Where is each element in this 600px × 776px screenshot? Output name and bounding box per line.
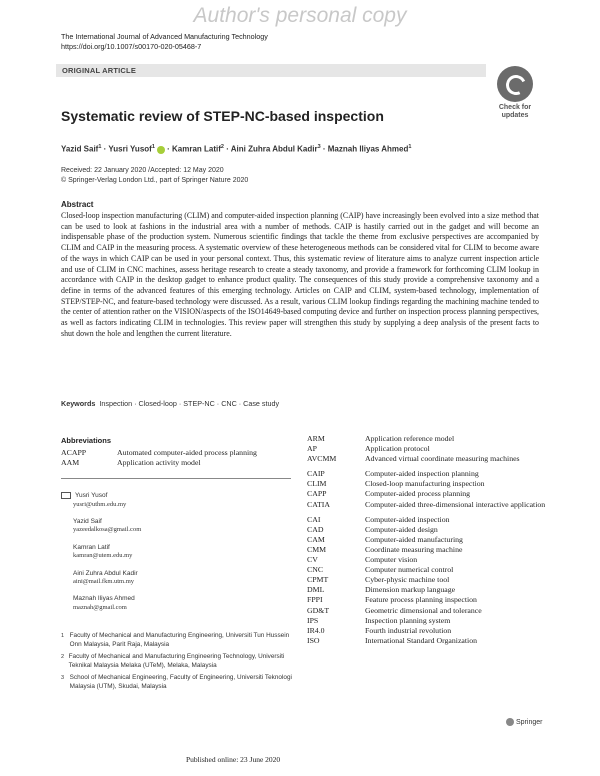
keywords <box>61 399 279 408</box>
contact-name-row <box>61 518 141 526</box>
author-affil-number: 2 <box>220 144 224 150</box>
contact-name: Yazid Saif <box>73 518 102 526</box>
author-affil-number: 1 <box>408 144 412 150</box>
author-name[interactable]: Aini Zuhra Abdul Kadir <box>230 144 318 154</box>
abbreviation-definition: Coordinate measuring machine <box>365 544 463 554</box>
abbreviation-definition: Computer numerical control <box>365 565 454 575</box>
affiliation-number: 2 <box>61 654 65 661</box>
abbreviation-definition: Application activity model <box>117 458 201 467</box>
abbreviation-row <box>61 448 257 458</box>
article-title: Systematic review of STEP-NC-based inspection <box>61 108 384 124</box>
abbreviation-row <box>307 636 547 646</box>
badge-label: Check for updates <box>498 104 532 119</box>
contact-name-row <box>61 595 141 603</box>
abbreviation-term: CLIM <box>307 479 327 489</box>
abbreviation-definition: Closed-loop manufacturing inspection <box>365 479 485 489</box>
affiliations <box>61 632 301 696</box>
abbreviation-term: CAPP <box>307 489 327 499</box>
author-contact <box>61 492 141 509</box>
keywords-list: Inspection · Closed-loop · STEP-NC · CNC · Case study <box>99 399 280 408</box>
doi-link[interactable]: https://doi.org/10.1007/s00170-020-05468-7 <box>61 42 202 51</box>
publisher-logo <box>506 718 542 726</box>
abbreviation-definition: Cyber-physic machine tool <box>365 575 450 585</box>
abbreviations-left <box>61 448 257 468</box>
abbreviation-term: CMM <box>307 544 327 554</box>
mail-icon <box>61 492 71 499</box>
author-list: Yazid Saif$^1$ · Yusri Yusof$^1$ · Kamran Latif$^2$ · Aini Zuhra Abdul Kadir$^3$ · Maznah Iliyas Ahmed$^1$ <box>61 144 412 154</box>
abbreviation-definition: Automated computer-aided process planning <box>117 448 257 457</box>
abbreviation-row <box>307 585 547 595</box>
abbreviation-definition: Advanced virtual coordinate measuring machines <box>365 454 520 464</box>
abstract-heading: Abstract <box>61 200 94 209</box>
author-affil-number: 1 <box>98 144 102 150</box>
abbreviation-definition: Geometric dimensional and tolerance <box>365 605 482 615</box>
abbreviation-row <box>307 434 547 444</box>
author-affil-number: 3 <box>317 144 321 150</box>
contact-name: Yusri Yusof <box>75 492 108 500</box>
contact-name: Kamran Latif <box>73 543 110 551</box>
abbreviation-row <box>307 444 547 454</box>
abbreviation-definition: Computer-aided inspection <box>365 514 450 524</box>
springer-horse-icon <box>506 718 514 726</box>
abbreviation-definition: Computer-aided three-dimensional interactive application <box>365 499 546 509</box>
check-for-updates-badge[interactable] <box>486 66 544 126</box>
abbreviation-term: DML <box>307 585 325 595</box>
abbreviation-row <box>307 454 547 464</box>
abbreviation-term: CNC <box>307 565 324 575</box>
abbreviation-term: AP <box>307 444 317 454</box>
affiliation-text: Faculty of Mechanical and Manufacturing Engineering Technology, Universiti Teknikal Malaysia Melaka (UTeM), Melaka, Malaysia <box>68 653 285 669</box>
affiliation <box>61 653 301 670</box>
journal-name: The International Journal of Advanced Manufacturing Technology <box>61 32 268 41</box>
footnote-divider <box>61 478 291 479</box>
received-accepted: Received: 22 January 2020 /Accepted: 12 May 2020 <box>61 167 224 174</box>
abbreviation-row <box>307 469 547 479</box>
abbreviation-row <box>307 525 547 535</box>
abstract-text: Closed-loop inspection manufacturing (CLIM) and computer-aided inspection planning (CAIP) have increasingly been evolved into a size method that can be used to look at fashions in the industrial area with a number of methods. CAIP is hastily carried out in the gadget and will become an indispensable phase of the production system. Numerous scientific findings that tackle the theme from exclusive perspectives are accompanied by CLIM and CAIP in the measuring process. A systematic overview of these heterogeneous methods can be considered vital for CLIM to become aware of the ways in which CAIP can be used in your personal context. Thus, this systematic review of literature aims to analyze current inspection article and use of CLIM in CNC machines, assess heritage research to create a steady taxonomy, and provide a framework for forthcoming CLIM lookup in accordance with CAIP in the desktop gadget to enhance product quality. The consequences of this study provide a comprehensive taxonomy and a define in terms of the advanced features of this emerging technology. Articles on CAIP and CLIM, system-based technology, implementation of STEP/STEP-NC, and feature-based technology were discussed. As a result, various CLIM lookup findings regarding the machining machine tended to the center of attention rather on the VISION/aspects of the ISO14649-based computing device and further on inspection process planning perspectives, as well as factors indicating CLIM in technologies. This review paper will strengthen this study by supplying a deep analysis of the present facts to shut down the hole and lengthen the current literature. <box>61 211 539 338</box>
abbreviation-row <box>307 626 547 636</box>
abbreviation-term: AAM <box>61 458 80 467</box>
contact-email[interactable]: yazeedalkosa@gmail.com <box>73 526 142 534</box>
affiliation-number: 1 <box>61 633 65 639</box>
article-dates <box>61 166 248 186</box>
affiliation-text: School of Mechanical Engineering, Faculty of Engineering, Universiti Teknologi Malaysia (UTM), Skudai, Malaysia <box>69 674 292 690</box>
abbreviation-term: CAIP <box>307 469 325 479</box>
abbreviations-heading: Abbreviations <box>61 436 112 445</box>
abbreviation-row <box>307 606 547 616</box>
abbreviation-definition: Inspection planning system <box>365 615 451 625</box>
abbreviation-row <box>307 575 547 585</box>
refresh-icon <box>497 66 533 102</box>
abbreviation-term: CAD <box>307 524 324 534</box>
abbreviation-definition: Computer-aided process planning <box>365 489 471 499</box>
abbreviation-term: CPMT <box>307 575 329 585</box>
abbreviation-definition: Feature process planning inspection <box>365 595 477 605</box>
affiliation-text: Faculty of Mechanical and Manufacturing Engineering, Universiti Tun Hussein Onn Malaysia, Parit Raja, Malaysia <box>69 632 290 648</box>
abbreviation-definition: Fourth industrial revolution <box>365 625 452 635</box>
abbreviation-term: CV <box>307 555 318 565</box>
abbreviation-row <box>307 595 547 605</box>
abbreviation-definition: Application protocol <box>365 444 430 454</box>
orcid-icon[interactable] <box>157 146 165 154</box>
author-name[interactable]: Maznah Iliyas Ahmed <box>327 144 409 154</box>
contact-name: Maznah Iliyas Ahmed <box>73 595 135 603</box>
author-name[interactable]: Kamran Latif <box>172 144 221 154</box>
abbreviation-row <box>307 535 547 545</box>
abbreviation-row <box>307 555 547 565</box>
abbreviation-row <box>307 545 547 555</box>
abbreviation-row <box>307 565 547 575</box>
published-online: Published online: 23 June 2020 <box>186 755 281 764</box>
abbreviation-definition: Application reference model <box>365 434 455 443</box>
author-contact <box>61 595 141 612</box>
contact-email[interactable]: maznah@gmail.com <box>73 603 127 611</box>
abbreviation-definition: Computer vision <box>365 555 418 565</box>
abbreviation-term: CATIA <box>307 499 330 509</box>
contact-name: Aini Zuhra Abdul Kadir <box>73 569 138 577</box>
contact-email[interactable]: aini@mail.fkm.utm.my <box>73 578 135 586</box>
abbreviation-row <box>307 515 547 525</box>
journal-header <box>61 32 268 52</box>
author-contact <box>61 518 141 535</box>
author-contacts <box>61 492 141 621</box>
abbreviations-right <box>307 434 547 646</box>
abbreviation-definition: Computer-aided design <box>365 524 438 534</box>
watermark: Author's personal copy <box>193 4 407 27</box>
affiliation <box>61 632 301 649</box>
abbreviation-row <box>307 616 547 626</box>
abbreviation-term: IPS <box>307 615 319 625</box>
abbreviation-term: ACAPP <box>61 448 87 457</box>
abbreviation-definition: Computer-aided inspection planning <box>365 469 479 479</box>
author-contact <box>61 570 141 587</box>
abbreviation-term: AVCMM <box>307 454 337 464</box>
keywords-label: Keywords <box>61 399 96 408</box>
contact-name-row <box>61 544 141 552</box>
abbreviation-term: ARM <box>307 434 325 443</box>
abbreviation-term: ISO <box>307 635 320 645</box>
abbreviation-row <box>307 500 547 510</box>
author-contact <box>61 544 141 561</box>
author-name[interactable]: Yusri Yusof <box>108 144 152 154</box>
author-affil-number: 1 <box>151 144 155 150</box>
contact-email[interactable]: yusri@uthm.edu.my <box>73 500 127 508</box>
abbreviation-row <box>61 458 257 468</box>
article-type: ORIGINAL ARTICLE <box>62 66 137 75</box>
abbreviation-term: CAM <box>307 534 325 544</box>
abbreviation-term: FPPI <box>307 595 323 605</box>
abbreviation-definition: Dimension markup language <box>365 585 456 595</box>
abbreviation-definition: International Standard Organization <box>365 635 478 645</box>
affiliation-number: 3 <box>61 675 65 682</box>
publisher-name: Springer <box>516 718 543 726</box>
contact-name-row <box>61 492 141 501</box>
abbreviation-row <box>307 479 547 489</box>
copyright: © Springer-Verlag London Ltd., part of Springer Nature 2020 <box>61 177 249 184</box>
contact-name-row <box>61 570 141 578</box>
contact-email[interactable]: kamran@utem.edu.my <box>73 552 133 560</box>
abbreviation-definition: Computer-aided manufacturing <box>365 534 463 544</box>
abbreviation-term: CAI <box>307 514 321 524</box>
abbreviation-row <box>307 489 547 499</box>
abbreviation-term: IR4.0 <box>307 625 325 635</box>
abbreviation-term: GD&T <box>307 605 330 615</box>
affiliation <box>61 674 301 691</box>
author-name[interactable]: Yazid Saif <box>61 144 99 154</box>
